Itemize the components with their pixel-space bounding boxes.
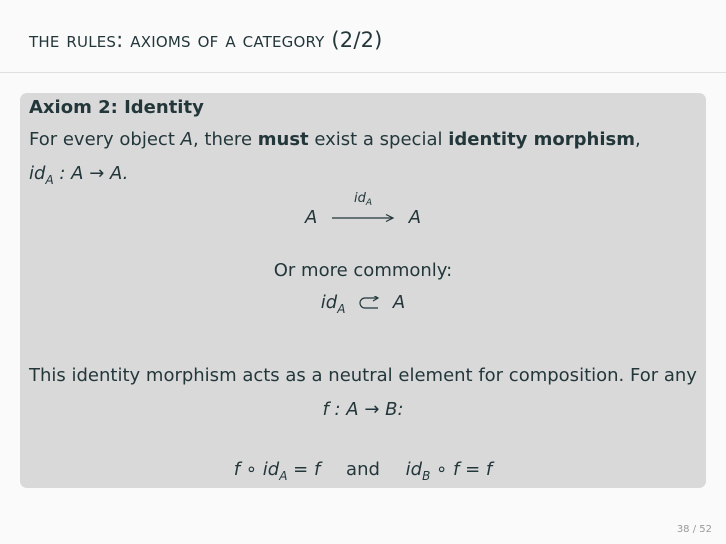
diagram-target: A xyxy=(408,207,422,228)
eq2-left: id xyxy=(405,459,423,480)
intro-object: A xyxy=(180,129,193,150)
arrow-label: $id_A$ xyxy=(353,191,373,208)
intro-term: identity morphism xyxy=(448,129,636,150)
signature-line xyxy=(29,163,128,187)
eq2-sub: B xyxy=(422,469,431,483)
loop-sub: A xyxy=(337,302,346,316)
eq2-right: ∘ f = f xyxy=(430,459,493,480)
neutral-signature: f : A → B: xyxy=(322,399,404,420)
eq-and: and xyxy=(346,459,380,480)
page-number: 38 / 52 xyxy=(676,524,712,535)
slide-title: the rules: axioms of a category (2/2) xyxy=(29,28,383,52)
intro-must: must xyxy=(257,129,309,150)
eq1-right: = f xyxy=(287,459,321,480)
common-text: Or more commonly: xyxy=(273,260,453,281)
sig-rest: : A → A. xyxy=(53,163,129,184)
block-title: Axiom 2: Identity xyxy=(29,97,204,118)
title-divider xyxy=(0,72,726,73)
intro-line xyxy=(29,129,641,150)
sig-sub: A xyxy=(45,173,54,187)
neutral-text: This identity morphism acts as a neutral element for composition. For any xyxy=(29,365,697,386)
intro-text-1: For every object xyxy=(29,129,181,150)
loop-notation xyxy=(20,292,706,316)
identity-arrow-diagram xyxy=(20,191,706,228)
diagram-source: A xyxy=(304,207,318,228)
self-loop-arrow-icon xyxy=(357,296,381,310)
intro-text-3: exist a special xyxy=(308,129,449,150)
axiom-block xyxy=(20,93,706,488)
loop-object: A xyxy=(392,292,406,313)
eq1-left: f ∘ id xyxy=(233,459,280,480)
eq1-sub: A xyxy=(279,469,288,483)
identity-equations xyxy=(20,459,706,483)
loop-id: id xyxy=(320,292,338,313)
intro-text-4: , xyxy=(635,129,641,150)
right-arrow-icon xyxy=(331,213,395,223)
identity-arrow xyxy=(331,191,395,223)
sig-id: id xyxy=(29,163,46,184)
intro-text-2: , there xyxy=(192,129,258,150)
